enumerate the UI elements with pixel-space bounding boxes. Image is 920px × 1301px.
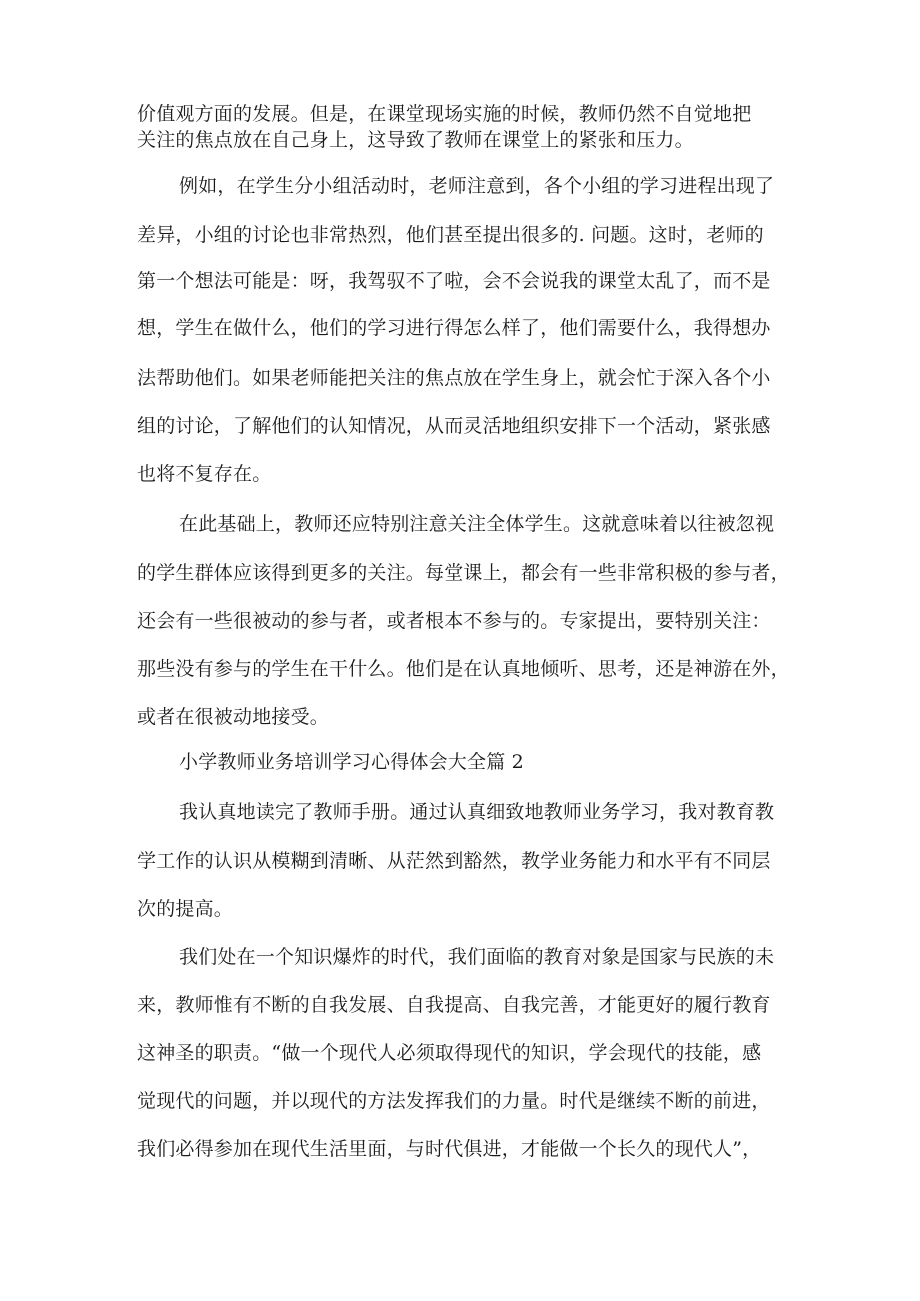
paragraph-start-line: 在此基础上，教师还应特别注意关注全体学生。这就意味着以往被忽视: [179, 513, 775, 535]
section-heading: 小学教师业务培训学习心得体会大全篇 2: [179, 751, 524, 773]
text-line: 我们必得参加在现代生活里面，与时代俱进，才能做一个长久的现代人”，: [137, 1138, 762, 1160]
text-line: 学工作的认识从模糊到清晰、从茫然到豁然，教学业务能力和水平有不同层: [137, 850, 771, 872]
text-line: 那些没有参与的学生在干什么。他们是在认真地倾听、思考，还是神游在外，: [137, 658, 790, 680]
text-line: 来，教师惟有不断的自我发展、自我提高、自我完善，才能更好的履行教育: [137, 994, 771, 1016]
text-line: 的学生群体应该得到更多的关注。每堂课上，都会有一些非常积极的参与者，: [137, 562, 790, 584]
paragraph-start-line: 我们处在一个知识爆炸的时代，我们面临的教育对象是国家与民族的未: [179, 946, 775, 968]
text-line: 价值观方面的发展。但是，在课堂现场实施的时候，教师仍然不自觉地把: [137, 103, 752, 125]
text-line: 法帮助他们。如果老师能把关注的焦点放在学生身上，就会忙于深入各个小: [137, 367, 771, 389]
text-line: 还会有一些很被动的参与者，或者根本不参与的。专家提出，要特别关注：: [137, 610, 771, 632]
text-line: 也将不复存在。: [137, 463, 272, 485]
text-line: 或者在很被动地接受。: [137, 706, 330, 728]
text-line: 次的提高。: [137, 898, 234, 920]
text-line: 关注的焦点放在自己身上，这导致了教师在课堂上的紧张和压力。: [137, 129, 694, 151]
text-line: 觉现代的问题，并以现代的方法发挥我们的力量。时代是继续不断的前进，: [137, 1090, 771, 1112]
text-line: 组的讨论，了解他们的认知情况，从而灵活地组织安排下一个活动，紧张感: [137, 415, 771, 437]
paragraph-start-line: 例如，在学生分小组活动时，老师注意到，各个小组的学习进程出现了: [179, 175, 775, 197]
text-line: 这神圣的职责。“做一个现代人必须取得现代的知识，学会现代的技能，感: [137, 1042, 762, 1064]
text-line: 差异，小组的讨论也非常热烈，他们甚至提出很多的. 问题。这时，老师的: [137, 224, 764, 246]
text-line: 想，学生在做什么，他们的学习进行得怎么样了，他们需要什么，我得想办: [137, 317, 771, 339]
text-line: 第一个想法可能是：呀，我驾驭不了啦，会不会说我的课堂太乱了，而不是: [137, 270, 771, 292]
paragraph-start-line: 我认真地读完了教师手册。通过认真细致地教师业务学习，我对教育教: [179, 801, 775, 823]
